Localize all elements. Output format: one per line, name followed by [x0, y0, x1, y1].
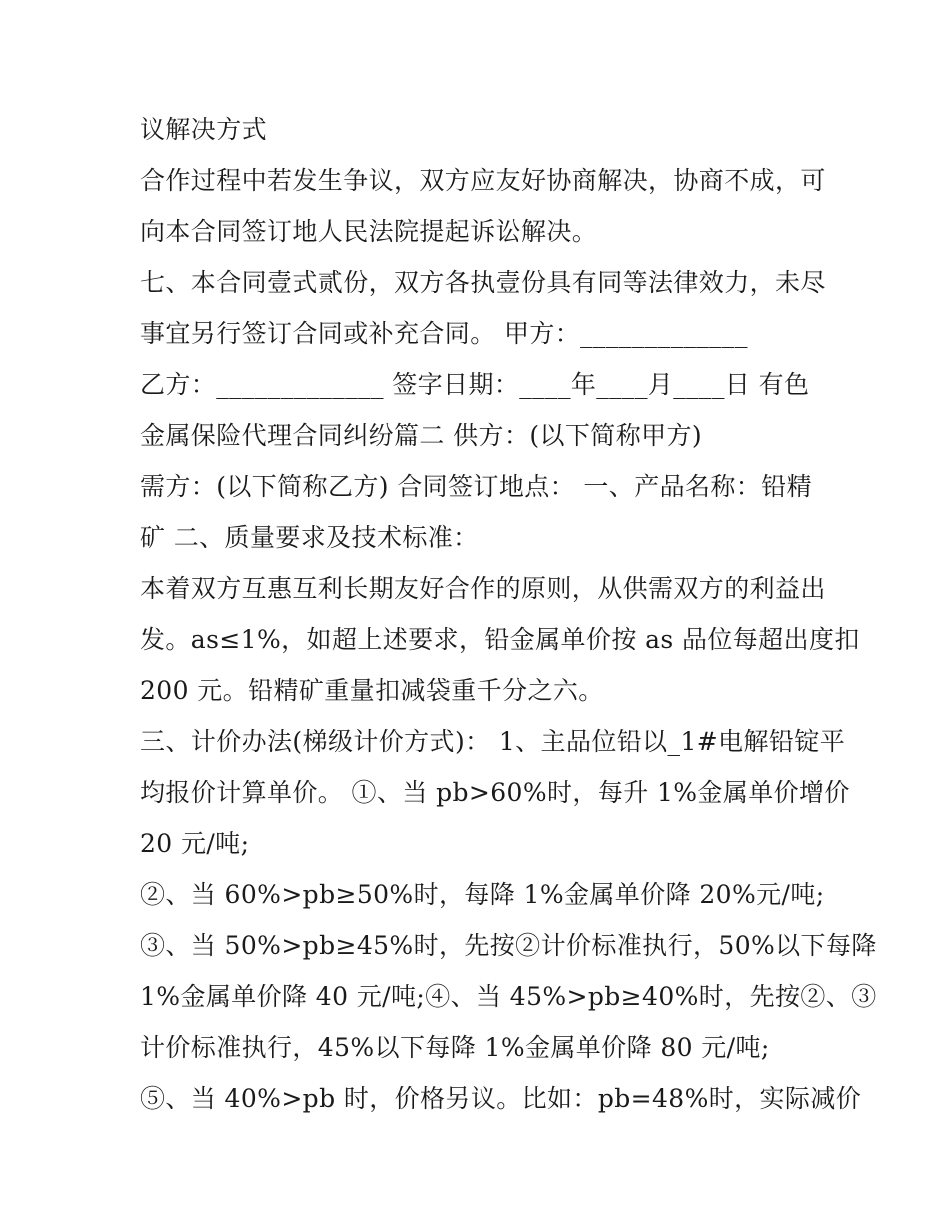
text-line: 均报价计算单价。 ①、当 pb>60%时，每升 1%金属单价增价 [140, 778, 850, 807]
text-line: 计价标准执行，45%以下每降 1%金属单价降 80 元/吨; [140, 1033, 770, 1062]
text-line: 本着双方互惠互利长期友好合作的原则，从供需双方的利益出 [140, 574, 826, 603]
text-line: 发。as≤1%，如超上述要求，铅金属单价按 as 品位每超出度扣 [140, 625, 860, 654]
text-line: 金属保险代理合同纠纷篇二 供方：(以下简称甲方) [140, 421, 703, 450]
text-line: 乙方：_____________ 签字日期：____年____月____日 有色 [140, 370, 810, 399]
document-body [140, 104, 877, 1124]
text-line: 议解决方式 [140, 115, 268, 144]
text-line: 事宜另行签订合同或补充合同。 甲方：_____________ [140, 319, 748, 348]
text-line: ③、当 50%>pb≥45%时，先按②计价标准执行，50%以下每降 [140, 931, 877, 960]
text-line: 需方：(以下简称乙方) 合同签订地点： 一、产品名称：铅精 [140, 472, 813, 501]
text-line: ②、当 60%>pb≥50%时，每降 1%金属单价降 20%元/吨; [140, 880, 825, 909]
text-line: 20 元/吨; [140, 829, 250, 858]
text-line: ⑤、当 40%>pb 时，价格另议。比如：pb=48%时，实际减价 [140, 1084, 862, 1113]
text-line: 向本合同签订地人民法院提起诉讼解决。 [140, 217, 598, 246]
text-line: 矿 二、质量要求及技术标准： [140, 523, 479, 552]
text-line: 1%金属单价降 40 元/吨;④、当 45%>pb≥40%时，先按②、③ [140, 982, 877, 1011]
text-line: 200 元。铅精矿重量扣减袋重千分之六。 [140, 676, 604, 705]
text-line: 合作过程中若发生争议，双方应友好协商解决，协商不成，可 [140, 166, 826, 195]
text-line: 三、计价办法(梯级计价方式)： 1、主品位铅以_1#电解铅锭平 [140, 727, 846, 756]
text-line: 七、本合同壹式贰份，双方各执壹份具有同等法律效力，未尽 [140, 268, 826, 297]
